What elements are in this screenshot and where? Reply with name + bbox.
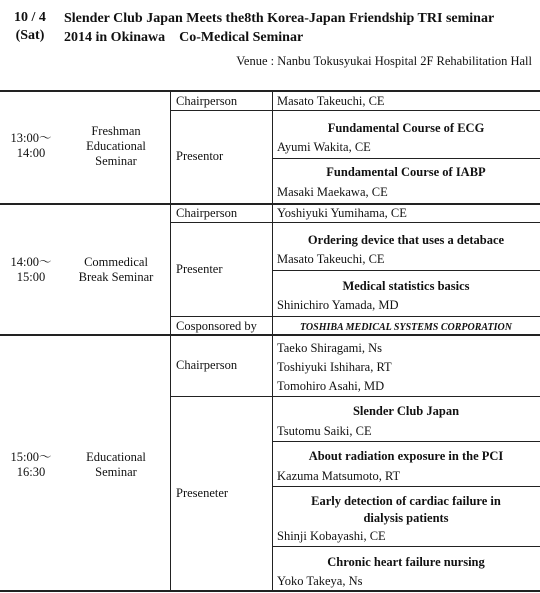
rule-s3-talk-3 [272,546,540,547]
day-text: (Sat) [15,28,45,43]
rule-s3-chair [170,396,540,397]
rule-s2-cosponsor [170,316,540,317]
session-name: Educational Seminar [86,450,146,479]
talk-speaker: Kazuma Matsumoto, RT [277,469,401,483]
talk-speaker: Shinji Kobayashi, CE [277,529,386,543]
session-time: 15:00〜 16:30 [10,450,52,479]
title-line-1: Slender Club Japan Meets the8th Korea-Japan Friendship TRI seminar [64,11,495,26]
talk-speaker: Yoko Takeya, Ns [277,574,363,588]
chair-label: Chairperson [176,358,238,372]
rule-session-1-2 [0,203,540,205]
rule-s3-talk-2 [272,486,540,487]
session-name: Freshman Educational Seminar [86,124,146,168]
talk-title: Ordering device that uses a detabace [307,233,505,247]
rule-s3-talk-1 [272,441,540,442]
cosponsor-name: TOSHIBA MEDICAL SYSTEMS CORPORATION [299,322,512,333]
session-time: 13:00〜 14:00 [10,131,52,160]
rule-bottom [0,590,540,592]
talk-title: Fundamental Course of ECG [327,121,485,135]
chair-name: Yoshiyuki Yumihama, CE [277,206,407,220]
session-name: Commedical Break Seminar [78,255,154,284]
talk-speaker: Masaki Maekawa, CE [277,185,388,199]
rule-s2-chair [170,222,540,223]
talk-title: Medical statistics basics [342,279,470,293]
talk-title: Chronic heart failure nursing [327,555,485,569]
chair-label: Chairperson [176,206,238,220]
talk-speaker: Ayumi Wakita, CE [277,140,371,154]
date-text: 10 / 4 [14,10,46,25]
event-title [64,9,494,47]
talk-title: Fundamental Course of IABP [326,165,486,179]
rule-top [0,90,540,92]
talk-speaker: Tsutomu Saiki, CE [277,424,372,438]
presenter-label: Presentor [176,149,224,163]
title-line-2: 2014 in Okinawa Co-Medical Seminar [64,30,304,45]
venue-text: Venue : Nanbu Tokusyukai Hospital 2F Rehabilitation Hall [236,54,532,68]
presenter-label: Presenter [176,262,223,276]
talk-speaker: Masato Takeuchi, CE [277,252,385,266]
talk-speaker: Shinichiro Yamada, MD [277,298,399,312]
chair-name: Masato Takeuchi, CE [277,94,385,108]
rule-s1-talk [272,158,540,159]
talk-title: Slender Club Japan [352,404,460,418]
talk-title: About radiation exposure in the PCI [308,449,504,463]
chair-label: Chairperson [176,94,238,108]
rule-s2-talk [272,270,540,271]
presenter-label: Preseneter [176,486,229,500]
rule-vertical-left [170,91,171,591]
chair-name: Taeko Shiragami, Ns Toshiyuki Ishihara, RT Tomohiro Asahi, MD [277,341,392,393]
cosponsor-label: Cosponsored by [176,319,257,333]
event-date [8,9,52,45]
session-time: 14:00〜 15:00 [10,255,52,284]
rule-s1-chair [170,110,540,111]
talk-title: Early detection of cardiac failure in dialysis patients [311,494,501,525]
